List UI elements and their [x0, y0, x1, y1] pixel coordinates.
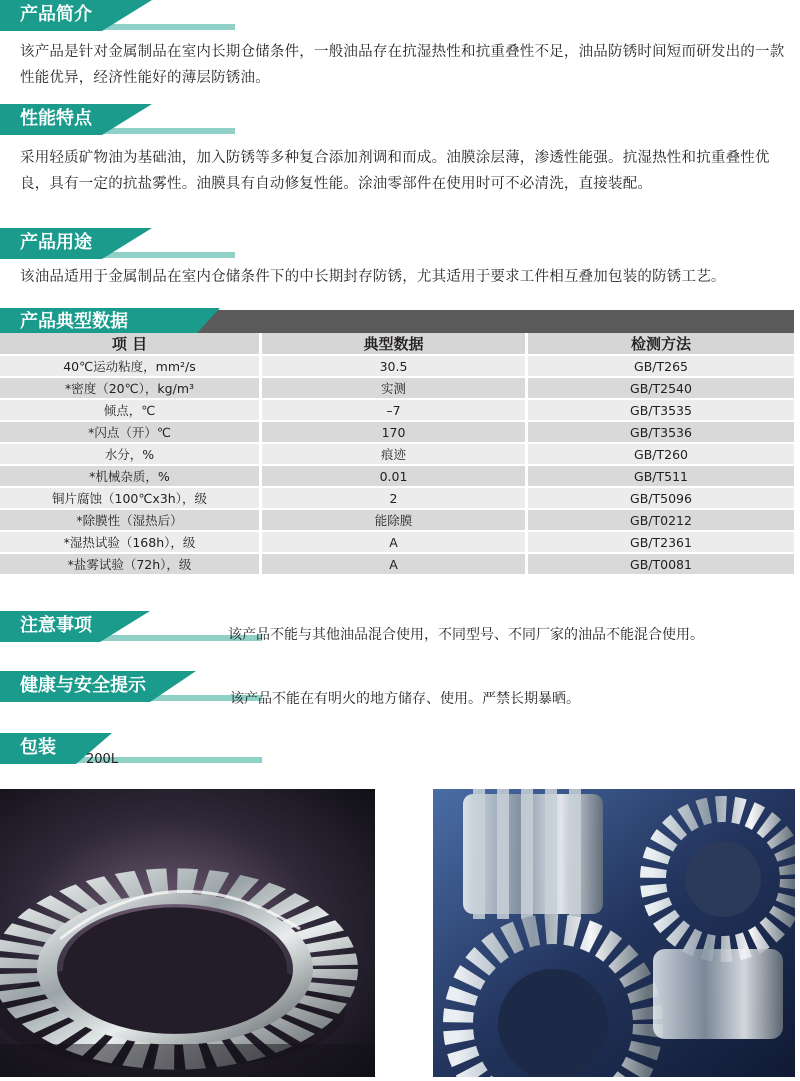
cell-value: A	[262, 532, 528, 554]
features-text: 采用轻质矿物油为基础油，加入防锈等多种复合添加剂调和而成。油膜涂层薄，渗透性能强。抗湿热性和抗重叠性优良，具有一定的抗盐雾性。油膜具有自动修复性能。涂油零部件在使用时可不必清洗，直接装配。	[20, 150, 770, 192]
cell-item: *机械杂质，%	[0, 466, 262, 488]
cell-value: 0.01	[262, 466, 528, 488]
cell-value: 实测	[262, 378, 528, 400]
table-header-row	[0, 333, 794, 356]
table-row	[0, 510, 794, 532]
cell-method: GB/T511	[528, 466, 794, 488]
section-title-usage: 产品用途	[20, 232, 92, 253]
cell-method: GB/T265	[528, 356, 794, 378]
section-banner-intro	[0, 0, 235, 32]
usage-text: 该油品适用于金属制品在室内仓储条件下的中长期封存防锈，尤其适用于要求工件相互叠加包装的防锈工艺。	[20, 269, 726, 285]
packaging-text: 200L	[86, 752, 119, 767]
table-row	[0, 554, 794, 576]
table-row	[0, 422, 794, 444]
cell-method: GB/T3536	[528, 422, 794, 444]
section-banner-usage	[0, 228, 235, 260]
cell-item: 水分，%	[0, 444, 262, 466]
section-title-intro: 产品简介	[20, 4, 92, 25]
section-banner-safety	[0, 671, 262, 703]
section-banner-notes	[0, 611, 262, 643]
cell-value: 痕迹	[262, 444, 528, 466]
cell-method: GB/T2361	[528, 532, 794, 554]
table-row	[0, 488, 794, 510]
cell-value: 30.5	[262, 356, 528, 378]
table-row	[0, 356, 794, 378]
section-banner-packaging	[0, 733, 262, 765]
table-row	[0, 378, 794, 400]
cell-item: *闪点（开）℃	[0, 422, 262, 444]
gear-photo-left	[0, 789, 375, 1077]
section-banner-features	[0, 104, 235, 136]
table-row	[0, 400, 794, 422]
cell-item: *密度（20℃），kg/m³	[0, 378, 262, 400]
cell-method: GB/T260	[528, 444, 794, 466]
intro-text: 该产品是针对金属制品在室内长期仓储条件，一般油品存在抗湿热性和抗重叠性不足，油品防锈时间短而研发出的一款性能优异，经济性能好的薄层防锈油。	[20, 44, 785, 86]
column-header-value: 典型数据	[262, 333, 528, 356]
section-title-features: 性能特点	[20, 108, 92, 129]
table-row	[0, 532, 794, 554]
cell-item: 铜片腐蚀（100℃x3h），级	[0, 488, 262, 510]
column-header-method: 检测方法	[528, 333, 794, 356]
cell-item: 倾点，℃	[0, 400, 262, 422]
cell-method: GB/T0212	[528, 510, 794, 532]
safety-text: 该产品不能在有明火的地方储存、使用。严禁长期暴晒。	[230, 691, 580, 707]
cell-value: 2	[262, 488, 528, 510]
cell-value: –7	[262, 400, 528, 422]
section-title-safety: 健康与安全提示	[20, 675, 146, 696]
section-title-notes: 注意事项	[20, 615, 92, 636]
spec-table	[0, 333, 794, 576]
cell-value: 能除膜	[262, 510, 528, 532]
section-title-data: 产品典型数据	[20, 311, 128, 332]
cell-item: *湿热试验（168h），级	[0, 532, 262, 554]
cell-item: 40℃运动粘度，mm²/s	[0, 356, 262, 378]
cell-method: GB/T3535	[528, 400, 794, 422]
notes-text: 该产品不能与其他油品混合使用，不同型号、不同厂家的油品不能混合使用。	[228, 627, 704, 643]
cell-method: GB/T2540	[528, 378, 794, 400]
table-row	[0, 444, 794, 466]
section-banner-data	[0, 308, 794, 334]
cell-item: *盐雾试验（72h），级	[0, 554, 262, 576]
cell-value: 170	[262, 422, 528, 444]
gear-photo-right	[433, 789, 795, 1077]
cell-method: GB/T0081	[528, 554, 794, 576]
table-row	[0, 466, 794, 488]
cell-value: A	[262, 554, 528, 576]
cell-item: *除膜性（湿热后）	[0, 510, 262, 532]
section-title-packaging: 包装	[20, 737, 56, 758]
cell-method: GB/T5096	[528, 488, 794, 510]
column-header-item: 项 目	[0, 333, 262, 356]
